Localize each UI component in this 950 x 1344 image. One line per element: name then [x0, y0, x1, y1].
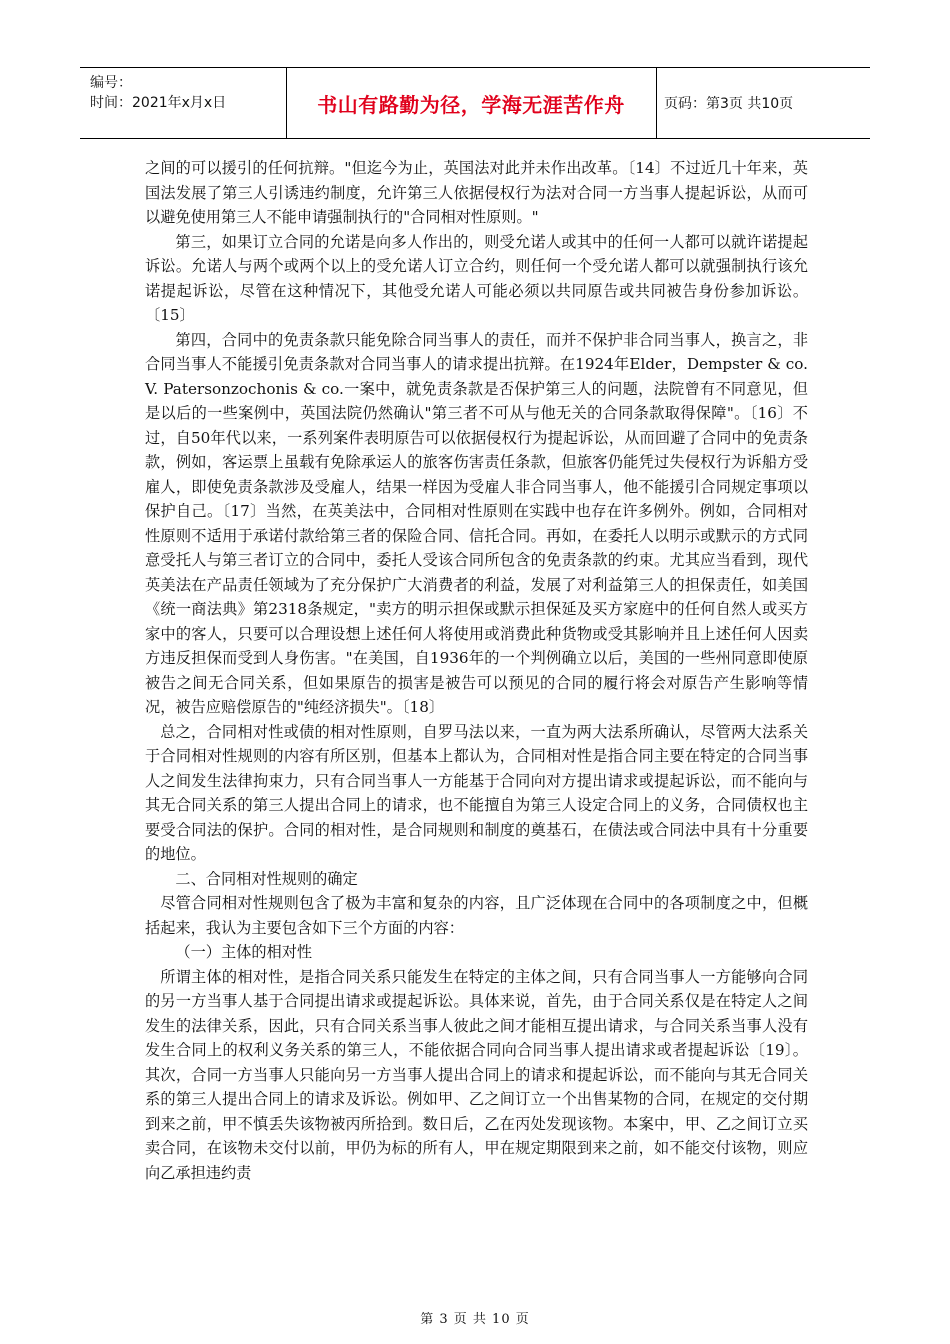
page-footer: 第 3 页 共 10 页 [420, 1312, 530, 1327]
paragraph: 尽管合同相对性规则包含了极为丰富和复杂的内容，且广泛体现在合同中的各项制度之中，但概括起来，我认为主要包含如下三个方面的内容： [145, 894, 808, 937]
paragraph: 之间的可以援引的任何抗辩。"但迄今为止，英国法对此并未作出改革。〔14〕不过近几十年来，英国法发展了第三人引诱违约制度，允许第三人依据侵权行为法对合同一方当事人提起诉讼，从而可以避免使用第三人不能申请强制执行的"合同相对性原则。" [145, 159, 808, 226]
section-heading: 二、合同相对性规则的确定 [175, 869, 358, 888]
header-divider [656, 68, 657, 138]
header-meta [90, 73, 280, 113]
header-number-label: 编号： [90, 75, 132, 91]
header-page-info: 页码：第3页 共10页 [664, 96, 794, 112]
subsection-heading: （一）主体的相对性 [175, 943, 313, 961]
paragraph: 总之，合同相对性或债的相对性原则，自罗马法以来，一直为两大法系所确认，尽管两大法系关于合同相对性规则的内容有所区别，但基本上都认为，合同相对性是指合同主要在特定的合同当事人之间发生法律拘束力，只有合同当事人一方能基于合同向对方提出请求或提起诉讼，而不能向与其无合同关系的第三人提出合同上的请求，也不能擅自为第三人设定合同上的义务，合同债权也主要受合同法的保护。合同的相对性，是合同规则和制度的奠基石，在债法或合同法中具有十分重要的地位。 [145, 722, 808, 863]
paragraph: 所谓主体的相对性，是指合同关系只能发生在特定的主体之间，只有合同当事人一方能够向合同的另一方当事人基于合同提出请求或提起诉讼。具体来说，首先，由于合同关系仅是在特定人之间发生的法律关系，因此，只有合同关系当事人彼此之间才能相互提出请求，与合同关系当事人没有发生合同上的权利义务关系的第三人，不能依据合同向合同当事人提出请求或者提起诉讼〔19〕。其次，合同一方当事人只能向另一方当事人提出合同上的请求和提起诉讼，而不能向与其无合同关系的第三人提出合同上的请求及诉讼。例如甲、乙之间订立一个出售某物的合同，在规定的交付期到来之前，甲不慎丢失该物被丙所拾到。数日后，乙在丙处发现该物。本案中，甲、乙之间订立买卖合同，在该物未交付以前，甲仍为标的所有人，甲在规定期限到来之前，如不能交付该物，则应向乙承担违约责 [145, 967, 808, 1182]
document-body [145, 156, 808, 1185]
paragraph: 第四，合同中的免责条款只能免除合同当事人的责任，而并不保护非合同当事人，换言之，非合同当事人不能援引免责条款对合同当事人的请求提出抗辩。在1924年Elder，Dempster & co. V. Patersonzochonis & co.一案中，就免责条款是否保护第三人的问题，法院曾有不同意见，但是以后的一些案例中，英国法院仍然确认"第三者不可从与他无关的合同条款取得保障"。〔16〕不过，自50年代以来，一系列案件表明原告可以依据侵权行为提起诉讼，从而回避了合同中的免责条款，例如，客运票上虽载有免除承运人的旅客伤害责任条款，但旅客仍能凭过失侵权行为诉船方受雇人，即使免责条款涉及受雇人，结果一样因为受雇人非合同当事人，他不能援引合同规定事项以保护自己。〔17〕当然，在英美法中，合同相对性原则在实践中也存在许多例外。例如，合同相对性原则不适用于承诺付款给第三者的保险合同、信托合同。再如，在委托人以明示或默示的方式同意受托人与第三者订立的合同中，委托人受该合同所包含的免责条款的约束。尤其应当看到，现代英美法在产品责任领域为了充分保护广大消费者的利益，发展了对利益第三人的担保责任，如美国《统一商法典》第2318条规定，"卖方的明示担保或默示担保延及买方家庭中的任何自然人或买方家中的客人，只要可以合理设想上述任何人将使用或消费此种货物或受其影响并且上述任何人因卖方违反担保而受到人身伤害。"在美国，自1936年的一个判例确立以后，美国的一些州同意即使原被告之间无合同关系，但如果原告的损害是被告可以预见的合同的履行将会对原告产生影响等情况，被告应赔偿原告的"纯经济损失"。〔18〕 [145, 330, 808, 716]
paragraph: 第三，如果订立合同的允诺是向多人作出的，则受允诺人或其中的任何一人都可以就许诺提起诉讼。允诺人与两个或两个以上的受允诺人订立合约，则任何一个受允诺人都可以就强制执行该允诺提起诉讼，尽管在这种情况下，其他受允诺人可能必须以共同原告或共同被告身份参加诉讼。〔15〕 [145, 232, 808, 324]
header-time-label: 时间：2021年x月x日 [90, 95, 227, 111]
page-header [80, 67, 870, 139]
header-motto: 书山有路勤为径，学海无涯苦作舟 [317, 92, 625, 117]
